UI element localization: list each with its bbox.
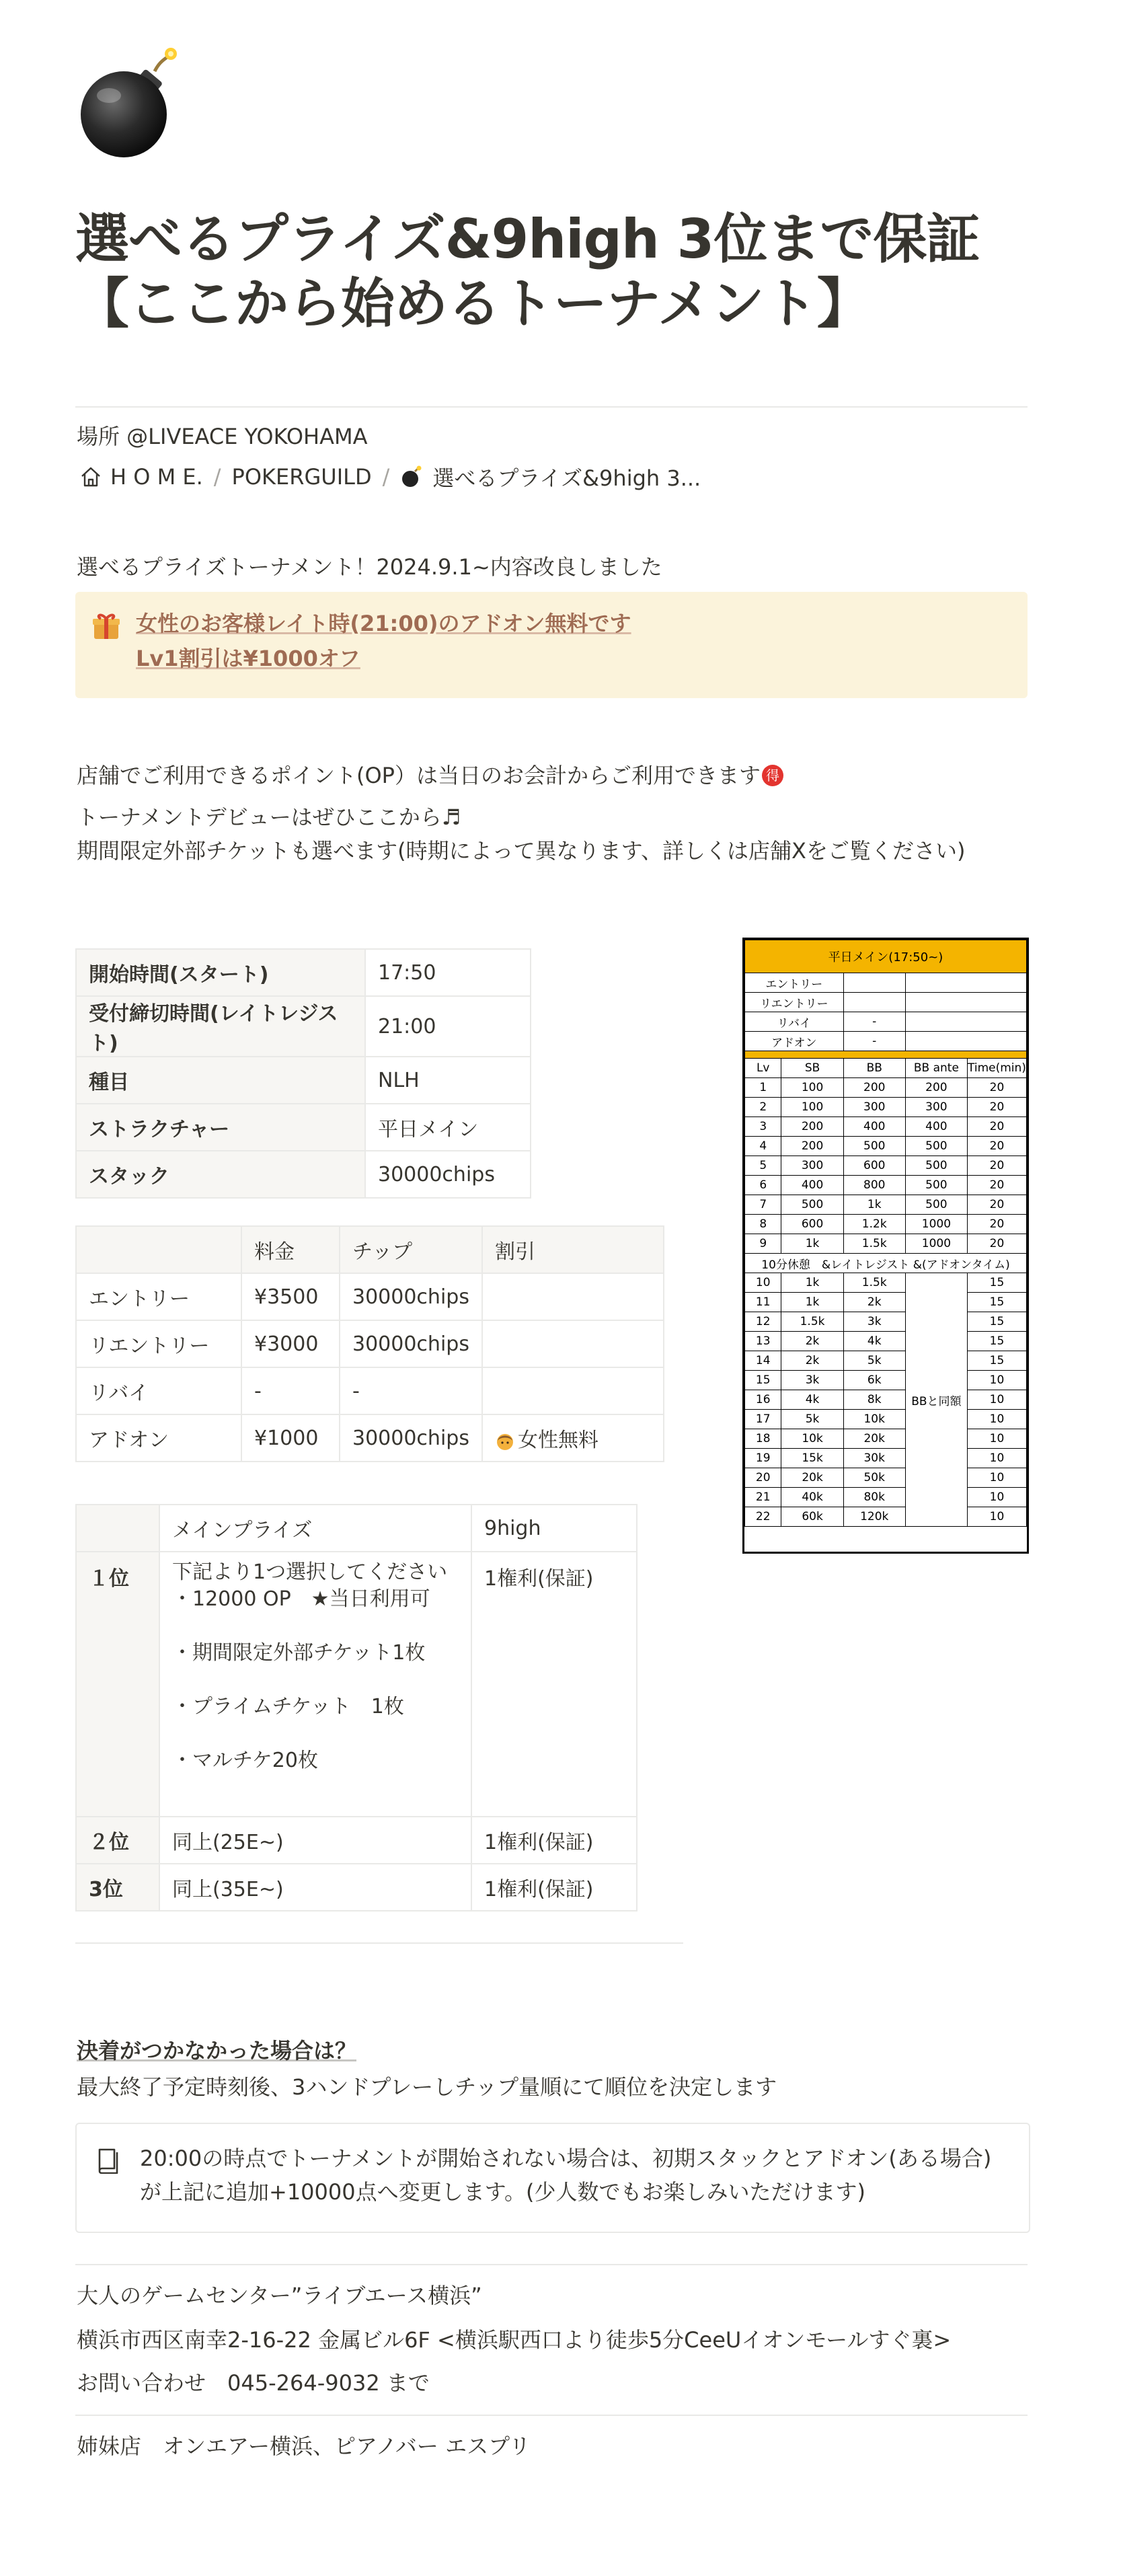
promo-line-2: Lv1割引は¥1000オフ — [136, 646, 360, 671]
level-row — [745, 1098, 1027, 1117]
level-cell: 18 — [745, 1429, 781, 1449]
info-value: NLH — [365, 1057, 531, 1104]
fee-value: - — [843, 1032, 905, 1051]
fee-value — [843, 993, 905, 1012]
fee-value — [905, 1012, 1026, 1032]
fee-cell: アドオン — [76, 1414, 241, 1462]
venue-contact: お問い合わせ 045-264-9032 まで — [77, 2370, 430, 2396]
level-row — [745, 1351, 1027, 1371]
level-cell: 8k — [843, 1390, 905, 1410]
level-cell: 60k — [781, 1507, 843, 1527]
fee-label: エントリー — [745, 973, 844, 993]
level-cell: 20 — [967, 1098, 1026, 1117]
fee-table — [75, 1225, 664, 1462]
level-row — [745, 1273, 1027, 1293]
table-row — [76, 1104, 531, 1151]
tiebreak-heading: 決着がつかなかった場合は？ — [77, 2038, 357, 2063]
level-cell: 15 — [967, 1351, 1026, 1371]
level-cell: 10 — [967, 1390, 1026, 1410]
level-cell: 40k — [781, 1488, 843, 1507]
level-cell: 2k — [781, 1332, 843, 1351]
level-cell: 80k — [843, 1488, 905, 1507]
level-cell: 20 — [967, 1234, 1026, 1254]
debut-note: トーナメントデビューはぜひここから♬ — [77, 804, 461, 830]
level-cell: 9 — [745, 1234, 781, 1254]
fee-cell: 30000chips — [340, 1273, 482, 1320]
fee-header: チップ — [340, 1226, 482, 1273]
level-cell: 10 — [967, 1429, 1026, 1449]
level-cell: 12 — [745, 1312, 781, 1332]
fee-cell: ¥3000 — [241, 1320, 340, 1367]
level-cell: 20 — [967, 1195, 1026, 1215]
level-cell: 1k — [781, 1273, 843, 1293]
level-cell: 1k — [781, 1293, 843, 1312]
note-line-2: が上記に追加+10000点へ変更します。(少人数でもお楽しみいただけます) — [140, 2179, 866, 2205]
structure-header: BB ante — [905, 1059, 967, 1078]
level-cell: 400 — [781, 1176, 843, 1195]
fee-cell: リバイ — [76, 1367, 241, 1414]
level-row — [745, 1371, 1027, 1390]
level-cell: 400 — [843, 1117, 905, 1137]
table-header-row — [76, 1505, 637, 1552]
level-cell: 14 — [745, 1351, 781, 1371]
intro-text: 選べるプライズトーナメント！2024.9.1~内容改良しました — [77, 554, 662, 580]
info-table — [75, 948, 531, 1199]
breadcrumb-home[interactable]: H O M E. — [110, 464, 203, 490]
level-cell: 10 — [967, 1410, 1026, 1429]
level-cell: 10 — [967, 1468, 1026, 1488]
structure-header: Lv — [745, 1059, 781, 1078]
level-cell: 20 — [745, 1468, 781, 1488]
prize-table — [75, 1504, 637, 1911]
level-cell: 500 — [905, 1137, 967, 1156]
prize-rank: ２位 — [76, 1817, 159, 1864]
level-cell: 1.5k — [781, 1312, 843, 1332]
level-cell: 5k — [781, 1410, 843, 1429]
level-cell: 400 — [905, 1117, 967, 1137]
fee-cell: 30000chips — [340, 1414, 482, 1462]
fee-header — [76, 1226, 241, 1273]
level-cell: 1.5k — [843, 1234, 905, 1254]
fee-header: 割引 — [482, 1226, 664, 1273]
level-cell: 20 — [967, 1137, 1026, 1156]
table-header-row — [76, 1226, 664, 1273]
level-cell: 200 — [781, 1137, 843, 1156]
info-label: 種目 — [76, 1057, 365, 1104]
fee-cell — [482, 1273, 664, 1320]
fee-cell: リエントリー — [76, 1320, 241, 1367]
level-cell: 7 — [745, 1195, 781, 1215]
prize-header: 9high — [471, 1505, 637, 1552]
fee-header: 料金 — [241, 1226, 340, 1273]
level-cell: 1000 — [905, 1215, 967, 1234]
level-cell: 5 — [745, 1156, 781, 1176]
info-value: 21:00 — [365, 996, 531, 1057]
level-row — [745, 1468, 1027, 1488]
level-cell: 17 — [745, 1410, 781, 1429]
info-label: 開始時間(スタート) — [76, 949, 365, 996]
page-title-line1: 選べるプライズ&9high 3位まで保証 — [75, 208, 980, 270]
level-cell: 15 — [967, 1273, 1026, 1293]
level-row — [745, 1390, 1027, 1410]
level-row — [745, 1312, 1027, 1332]
level-cell: 20k — [781, 1468, 843, 1488]
prize-rank: １位 — [76, 1552, 159, 1817]
level-cell: 3k — [843, 1312, 905, 1332]
level-cell: 1 — [745, 1078, 781, 1098]
fee-value — [905, 973, 1026, 993]
table-row — [76, 996, 531, 1057]
info-label: スタック — [76, 1151, 365, 1198]
table-row — [76, 1414, 664, 1462]
level-cell: 11 — [745, 1293, 781, 1312]
table-row — [76, 1367, 664, 1414]
prize-rank: 3位 — [76, 1864, 159, 1911]
points-note — [77, 759, 783, 792]
info-label: ストラクチャー — [76, 1104, 365, 1151]
prize-header: メインプライズ — [159, 1505, 471, 1552]
prize-line: ・12000 OP ★当日利用可 — [172, 1587, 430, 1611]
level-cell: 2 — [745, 1098, 781, 1117]
breadcrumb-separator: / — [382, 464, 390, 490]
level-cell: 4k — [843, 1332, 905, 1351]
info-label: 受付締切時間(レイトレジスト) — [76, 996, 365, 1057]
level-cell: 16 — [745, 1390, 781, 1410]
fee-value — [905, 1032, 1026, 1051]
level-cell: 6k — [843, 1371, 905, 1390]
level-cell: 500 — [843, 1137, 905, 1156]
level-cell: 21 — [745, 1488, 781, 1507]
table-row — [76, 1151, 531, 1198]
breadcrumb-separator: / — [213, 464, 221, 490]
level-cell: 22 — [745, 1507, 781, 1527]
level-row — [745, 1293, 1027, 1312]
level-row — [745, 1410, 1027, 1429]
level-row — [745, 1215, 1027, 1234]
bomb-icon[interactable] — [75, 47, 190, 161]
level-cell: 20 — [967, 1156, 1026, 1176]
level-cell: 30k — [843, 1449, 905, 1468]
info-value: 平日メイン — [365, 1104, 531, 1151]
level-cell: 300 — [843, 1098, 905, 1117]
level-cell: 15 — [745, 1371, 781, 1390]
level-row — [745, 1156, 1027, 1176]
level-cell: 19 — [745, 1449, 781, 1468]
fee-value: - — [843, 1012, 905, 1032]
limited-ticket-note: 期間限定外部チケットも選べます(時期によって異なります、詳しくは店舗Xをご覧ください) — [77, 838, 966, 864]
page-title — [75, 207, 1017, 336]
sister-stores: 姉妹店 オンエアー横浜、ピアノバー エスプリ — [77, 2433, 531, 2459]
level-cell: 8 — [745, 1215, 781, 1234]
note-callout — [75, 2123, 1030, 2233]
level-row — [745, 1195, 1027, 1215]
level-cell: 1.5k — [843, 1273, 905, 1293]
fee-row — [745, 993, 1027, 1012]
venue-name: 大人のゲームセンター”ライブエース横浜” — [77, 2283, 482, 2308]
level-row — [745, 1507, 1027, 1527]
structure-header: Time(min) — [967, 1059, 1026, 1078]
level-cell: 10 — [967, 1449, 1026, 1468]
table-row — [76, 1057, 531, 1104]
table-row — [76, 949, 531, 996]
level-row — [745, 1137, 1027, 1156]
level-cell: 3k — [781, 1371, 843, 1390]
level-cell: 2k — [843, 1293, 905, 1312]
prize-line: ・マルチケ20枚 — [172, 1749, 318, 1772]
prize-line: ・期間限定外部チケット1枚 — [172, 1641, 426, 1665]
accent-bar — [745, 1051, 1027, 1059]
blind-structure-table — [744, 940, 1027, 1527]
level-cell: 15k — [781, 1449, 843, 1468]
location-property: 場所 @LIVEACE YOKOHAMA — [77, 424, 368, 449]
breadcrumb-current[interactable]: 選べるプライズ&9high 3... — [432, 465, 701, 491]
level-cell: 500 — [905, 1156, 967, 1176]
level-row — [745, 1488, 1027, 1507]
discount-text: 女性無料 — [517, 1429, 598, 1452]
level-cell: 120k — [843, 1507, 905, 1527]
fee-cell: エントリー — [76, 1273, 241, 1320]
level-cell: 6 — [745, 1176, 781, 1195]
level-cell: 500 — [781, 1195, 843, 1215]
level-cell: 5k — [843, 1351, 905, 1371]
level-cell: 300 — [905, 1098, 967, 1117]
breadcrumb-pokerguild[interactable]: POKERGUILD — [231, 464, 372, 490]
level-cell: 20 — [967, 1078, 1026, 1098]
level-cell: 15 — [967, 1293, 1026, 1312]
level-cell: 10k — [843, 1410, 905, 1429]
level-cell: 1000 — [905, 1234, 967, 1254]
level-cell: 500 — [905, 1176, 967, 1195]
table-row — [76, 1864, 637, 1911]
structure-header-row — [745, 1059, 1027, 1078]
level-cell: 200 — [905, 1078, 967, 1098]
level-cell: 15 — [967, 1332, 1026, 1351]
tiebreak-text: 最大終了予定時刻後、3ハンドプレーしチップ量順にて順位を決定します — [77, 2074, 777, 2100]
level-cell: 1k — [843, 1195, 905, 1215]
level-cell: 800 — [843, 1176, 905, 1195]
fee-row — [745, 1012, 1027, 1032]
level-cell: 13 — [745, 1332, 781, 1351]
level-row — [745, 1176, 1027, 1195]
fee-label: アドオン — [745, 1032, 844, 1051]
ante-same-as-bb: BBと同額 — [905, 1273, 967, 1527]
home-icon — [79, 465, 102, 488]
break-note: 10分休憩 &レイトレジスト &(アドオンタイム) — [745, 1254, 1027, 1273]
prize-header — [76, 1505, 159, 1552]
page-title-line2: 【ここから始めるトーナメント】 — [75, 272, 870, 335]
table-row — [76, 1273, 664, 1320]
book-icon — [97, 2147, 121, 2174]
level-cell: 20k — [843, 1429, 905, 1449]
prize-cell: 1権利(保証) — [471, 1817, 637, 1864]
fee-label: リバイ — [745, 1012, 844, 1032]
breadcrumb — [79, 461, 701, 492]
woman-icon — [495, 1431, 515, 1451]
level-cell: 15 — [967, 1312, 1026, 1332]
level-cell: 600 — [781, 1215, 843, 1234]
prize-cell: 1権利(保証) — [471, 1864, 637, 1911]
level-cell: 10k — [781, 1429, 843, 1449]
promo-callout — [75, 592, 1028, 698]
structure-header: BB — [843, 1059, 905, 1078]
fee-row — [745, 973, 1027, 993]
fee-cell: - — [340, 1367, 482, 1414]
level-cell: 4k — [781, 1390, 843, 1410]
info-value: 30000chips — [365, 1151, 531, 1198]
level-cell: 2k — [781, 1351, 843, 1371]
bomb-icon — [400, 465, 423, 488]
prize-cell: 同上(25E~) — [159, 1817, 471, 1864]
divider — [75, 2415, 1028, 2416]
gift-icon — [91, 611, 121, 640]
prize-line: 下記より1つ選択してください — [172, 1560, 448, 1584]
level-cell: 1.2k — [843, 1215, 905, 1234]
level-cell: 10 — [967, 1488, 1026, 1507]
level-cell: 20 — [967, 1215, 1026, 1234]
divider — [75, 1942, 683, 1944]
level-cell: 3 — [745, 1117, 781, 1137]
tokuten-badge: 得 — [762, 765, 783, 786]
fee-cell: ¥3500 — [241, 1273, 340, 1320]
level-cell: 10 — [967, 1371, 1026, 1390]
fee-value — [843, 973, 905, 993]
prize-ninehigh: 1権利(保証) — [471, 1552, 637, 1817]
fee-row — [745, 1032, 1027, 1051]
level-cell: 100 — [781, 1098, 843, 1117]
level-row — [745, 1234, 1027, 1254]
fee-cell: ¥1000 — [241, 1414, 340, 1462]
fee-cell — [482, 1414, 664, 1462]
level-cell: 50k — [843, 1468, 905, 1488]
level-row — [745, 1449, 1027, 1468]
level-cell: 20 — [967, 1117, 1026, 1137]
table-row — [76, 1320, 664, 1367]
level-cell: 10 — [745, 1273, 781, 1293]
level-row — [745, 1078, 1027, 1098]
venue-address: 横浜市西区南幸2-16-22 金属ビル6F <横浜駅西口より徒歩5分CeeUイオンモールすぐ裏> — [77, 2327, 952, 2353]
level-cell: 100 — [781, 1078, 843, 1098]
level-row — [745, 1332, 1027, 1351]
level-row — [745, 1429, 1027, 1449]
level-cell: 4 — [745, 1137, 781, 1156]
structure-header: SB — [781, 1059, 843, 1078]
prize-cell: 同上(35E~) — [159, 1864, 471, 1911]
table-row — [76, 1552, 637, 1817]
level-cell: 200 — [781, 1117, 843, 1137]
structure-title: 平日メイン(17:50~) — [745, 940, 1027, 973]
blind-structure-image[interactable] — [742, 938, 1029, 1554]
fee-cell: - — [241, 1367, 340, 1414]
fee-cell — [482, 1320, 664, 1367]
prize-line: ・プライムチケット 1枚 — [172, 1695, 404, 1718]
level-cell: 300 — [781, 1156, 843, 1176]
divider — [75, 406, 1028, 408]
level-cell: 20 — [967, 1176, 1026, 1195]
info-value: 17:50 — [365, 949, 531, 996]
level-cell: 1k — [781, 1234, 843, 1254]
level-cell: 200 — [843, 1078, 905, 1098]
note-line-1: 20:00の時点でトーナメントが開始されない場合は、初期スタックとアドオン(ある場合) — [140, 2146, 992, 2171]
level-row — [745, 1117, 1027, 1137]
fee-label: リエントリー — [745, 993, 844, 1012]
level-cell: 600 — [843, 1156, 905, 1176]
level-cell: 10 — [967, 1507, 1026, 1527]
fee-value — [905, 993, 1026, 1012]
fee-cell — [482, 1367, 664, 1414]
table-row — [76, 1817, 637, 1864]
prize-options — [159, 1552, 471, 1817]
points-text: 店舗でご利用できるポイント(OP）は当日のお会計からご利用できます — [77, 763, 761, 788]
level-cell: 500 — [905, 1195, 967, 1215]
fee-cell: 30000chips — [340, 1320, 482, 1367]
promo-line-1: 女性のお客様レイト時(21:00)のアドオン無料です — [136, 611, 631, 636]
divider — [75, 2264, 1028, 2265]
